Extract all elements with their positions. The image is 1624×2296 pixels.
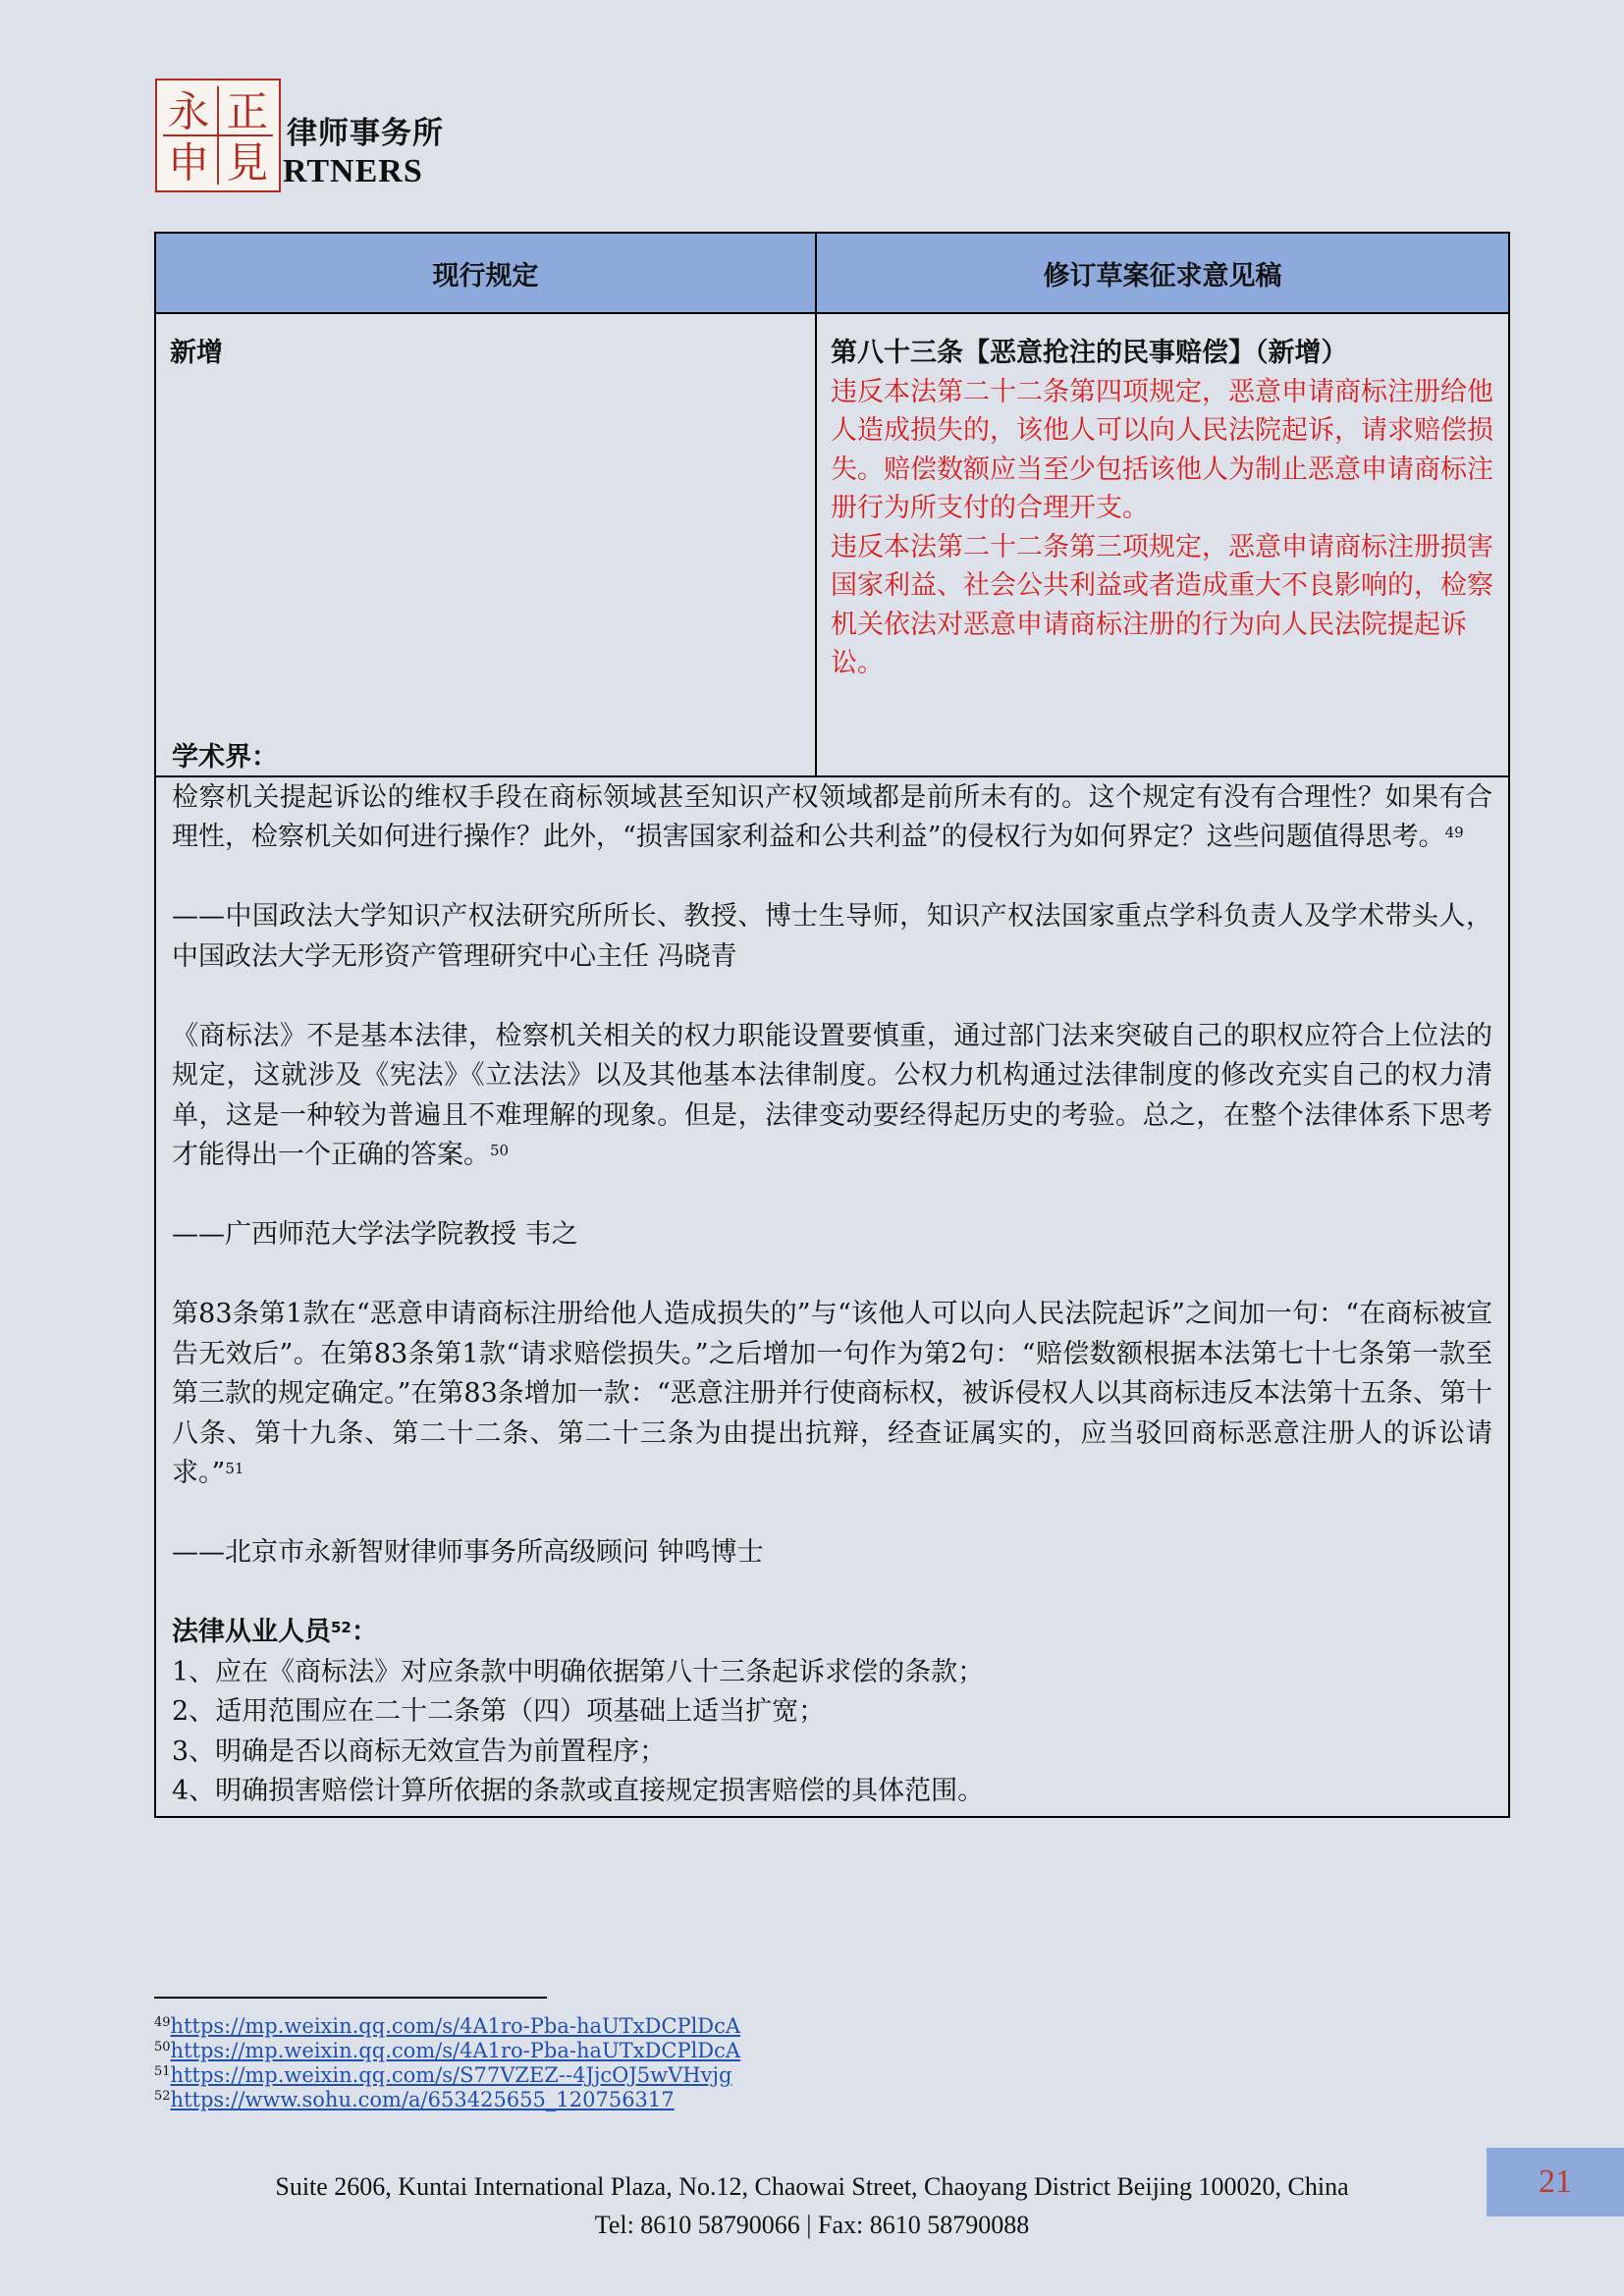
attribution-3: ——北京市永新智财律师事务所高级顾问 钟鸣博士 xyxy=(172,1537,764,1568)
footnote-50: $^{50}$https://mp.weixin.qq.com/s/4A1ro-Pba-haUTxDCPlDcA xyxy=(154,2039,741,2062)
practitioners-heading: 法律从业人员$^{52}$： xyxy=(172,1617,378,1647)
footnote-ref-50[interactable]: 50 xyxy=(490,1142,510,1159)
comment-paragraph-3: 第83条第1款在“恶意申请商标注册给他人造成损失的”与“该他人可以向人民法院起诉”之间加一句：“在商标被宣告无效后”。在第83条第1款“请求赔偿损失。”之后增加一句作为第2句：“赔偿数额根据本法第七十七条第一款至第三款的规定确定。”在第83条增加一款：“恶意注册并行使商标权，被诉侵权人以其商标违反本法第十五条、第十八条、第十九条、第二十二条、第二十三条为由提出抗辩，经查证属实的，应当驳回商标恶意注册人的诉讼请求。”$^{51}$ xyxy=(172,1299,1492,1488)
footnote-link[interactable]: https://mp.weixin.qq.com/s/S77VZEZ--4JjcOJ5wVHvjg xyxy=(170,2063,732,2087)
footnotes xyxy=(154,2014,1038,2112)
firm-logo xyxy=(155,79,281,192)
attribution-1: ——中国政法大学知识产权法研究所所长、教授、博士生导师，知识产权法国家重点学科负责人及学术带头人，中国政法大学无形资产管理研究中心主任 冯晓青 xyxy=(172,901,1492,972)
list-item: 2、适用范围应在二十二条第（四）项基础上适当扩宽； xyxy=(172,1696,826,1727)
footnote-ref-52[interactable]: 52 xyxy=(331,1619,352,1636)
footnote-52: $^{52}$https://www.sohu.com/a/653425655_120756317 xyxy=(154,2088,675,2111)
academia-heading: 学术界： xyxy=(172,742,278,773)
footnote-link[interactable]: https://www.sohu.com/a/653425655_120756317 xyxy=(170,2088,675,2111)
list-item: 4、明确损害赔偿计算所依据的条款或直接规定损害赔偿的具体范围。 xyxy=(172,1776,985,1806)
comments-section xyxy=(154,697,1510,1818)
footer-contact: Tel: 8610 58790066 | Fax: 8610 58790088 xyxy=(594,2211,1030,2239)
comment-paragraph-2: 《商标法》不是基本法律，检察机关相关的权力职能设置要慎重，通过部门法来突破自己的职权应符合上位法的规定，这就涉及《宪法》《立法法》以及其他基本法律制度。公权力机构通过法律制度的修改充实自己的权力清单，这是一种较为普遍且不难理解的现象。但是，法律变动要经得起历史的考验。总之，在整个法律体系下思考才能得出一个正确的答案。$^{50}$ xyxy=(172,1020,1492,1170)
header-draft: 修订草案征求意见稿 xyxy=(816,233,1509,313)
list-item: 3、明确是否以商标无效宣告为前置程序； xyxy=(172,1735,667,1767)
footer-address: Suite 2606, Kuntai International Plaza, No.12, Chaowai Street, Chaoyang District Beijing 100020, China xyxy=(275,2172,1349,2201)
draft-paragraph-2: 违反本法第二十二条第三项规定，恶意申请商标注册损害国家利益、社会公共利益或者造成重大不良影响的，检察机关依法对恶意申请商标注册的行为向人民法院提起诉讼。 xyxy=(831,531,1493,678)
footnote-link[interactable]: https://mp.weixin.qq.com/s/4A1ro-Pba-haUTxDCPlDcA xyxy=(170,2014,741,2038)
page-number: 21 xyxy=(1487,2148,1624,2216)
firm-seal-icon xyxy=(157,80,279,190)
comparison-table xyxy=(154,232,1510,777)
svg-text:申: 申 xyxy=(167,139,210,188)
footnote-divider xyxy=(154,1997,547,1999)
attribution-2: ——广西师范大学法学院教授 韦之 xyxy=(172,1219,578,1250)
current-rule-text: 新增 xyxy=(170,338,223,368)
table-header-row xyxy=(155,233,1509,313)
list-item: 1、应在《商标法》对应条款中明确依据第八十三条起诉求偿的条款； xyxy=(172,1656,985,1687)
footnote-link[interactable]: https://mp.weixin.qq.com/s/4A1ro-Pba-haUTxDCPlDcA xyxy=(170,2039,741,2062)
footnote-ref-51[interactable]: 51 xyxy=(225,1460,244,1477)
svg-text:見: 見 xyxy=(226,139,269,188)
svg-text:永: 永 xyxy=(167,88,210,137)
comment-paragraph-1: 检察机关提起诉讼的维权手段在商标领域甚至知识产权领域都是前所未有的。这个规定有没有合理性？如果有合理性，检察机关如何进行操作？此外，“损害国家利益和公共利益”的侵权行为如何界定？这些问题值得思考。$^{49}$ xyxy=(172,781,1492,852)
svg-text:正: 正 xyxy=(226,88,269,137)
footnote-49: $^{49}$https://mp.weixin.qq.com/s/4A1ro-Pba-haUTxDCPlDcA xyxy=(154,2014,741,2038)
header-current-rule: 现行规定 xyxy=(155,233,816,313)
footnote-ref-49[interactable]: 49 xyxy=(1444,824,1464,841)
firm-name-en: RTNERS xyxy=(283,153,423,189)
firm-name-cn: 律师事务所 xyxy=(287,116,444,151)
footnote-51: $^{51}$https://mp.weixin.qq.com/s/S77VZEZ--4JjcOJ5wVHvjg xyxy=(154,2063,732,2087)
draft-paragraph-1: 违反本法第二十二条第四项规定，恶意申请商标注册给他人造成损失的，该他人可以向人民法院起诉，请求赔偿损失。赔偿数额应当至少包括该他人为制止恶意申请商标注册行为所支付的合理开支。 xyxy=(831,376,1493,523)
article-title: 第八十三条【恶意抢注的民事赔偿】（新增） xyxy=(831,338,1348,368)
